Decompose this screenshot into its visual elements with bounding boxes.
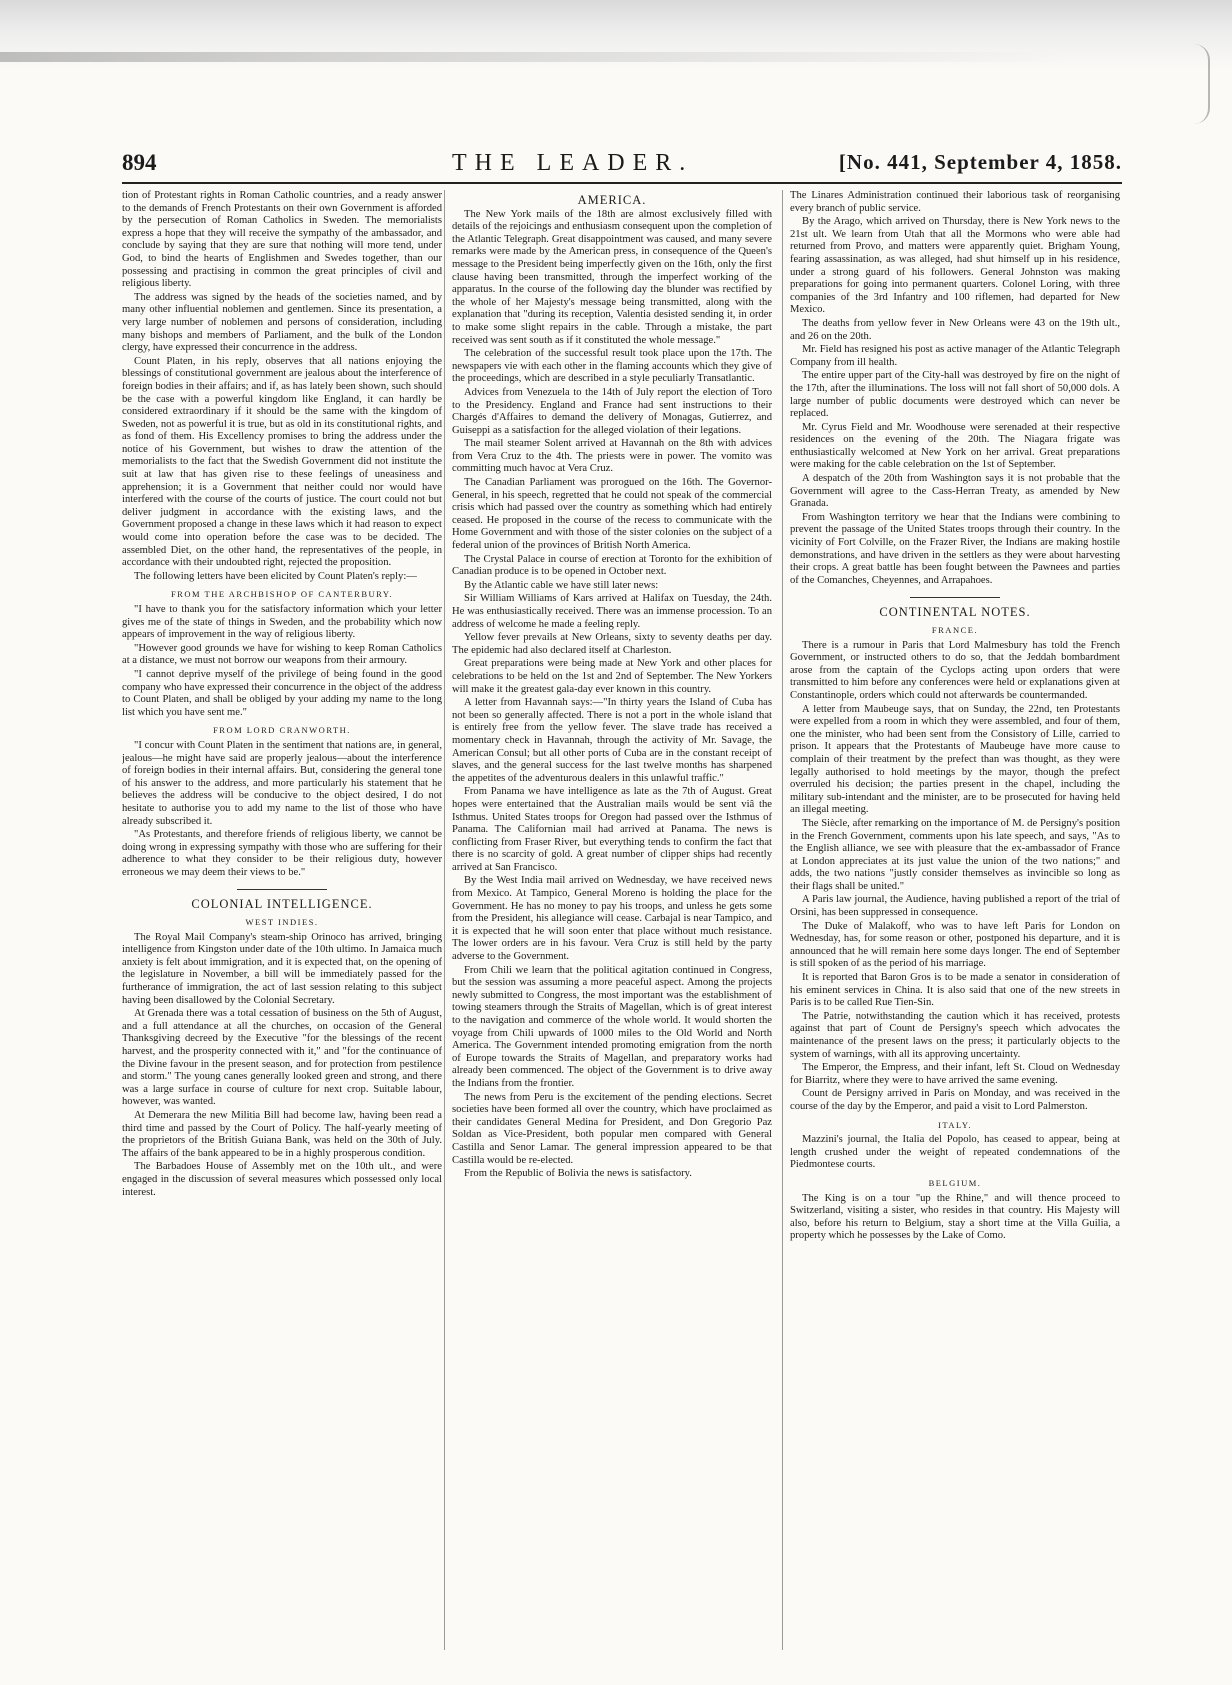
paragraph: "As Protestants, and therefore friends of religious liberty, we cannot be doing wrong in expressing sympathy with those who are suffering for their adherence to what they consider to be their religious duty, however erroneous we may deem their views to be." [122, 829, 442, 878]
scan-strip [0, 52, 1060, 62]
paragraph: It is reported that Baron Gros is to be made a senator in consideration of his eminent services in China. It is also said that one of the new streets in Paris is to be called Rue Tien-Sin. [790, 972, 1120, 1009]
paragraph: The following letters have been elicited by Count Platen's reply:— [134, 570, 417, 582]
paragraph: "However good grounds we have for wishing to keep Roman Catholics at a distance, we must not borrow our weapons from their armoury. [122, 642, 442, 667]
paragraph: Mazzini's journal, the Italia del Popolo, has ceased to appear, being at length crushed under the weight of repeated condemnations of the Piedmontese courts. [790, 1134, 1120, 1171]
newspaper-title: THE LEADER. [452, 150, 694, 176]
paragraph: The King is on a tour "up the Rhine," and will thence proceed to Switzerland, visiting a sister, who resides in that country. His Majesty will also, before his return to Belgium, stay a short time at the Villa Guilia, a property which he possesses by the Lake of Como. [790, 1192, 1120, 1242]
section-heading: CONTINENTAL NOTES. [879, 605, 1031, 620]
section-heading: COLONIAL INTELLIGENCE. [191, 897, 373, 912]
column-1 [122, 190, 442, 1650]
paragraph: The mail steamer Solent arrived at Havannah on the 8th with advices from Vera Cruz to the 4th. The priests were in power. The vomito was committing much havoc at Vera Cruz. [452, 438, 772, 475]
paragraph: From Panama we have intelligence as late as the 7th of August. Great hopes were entertained that the Australian mails would be sent viâ the Isthmus. United States troops for Oregon had passed over the Isthmus of Panama. The Californian mail had arrived at Panama. The news is conflicting from Fraser River, but everything tends to confirm the fact that there is no scarcity of gold. A great number of clipper ships had recently arrived at San Francisco. [452, 786, 772, 873]
paragraph: From Chili we learn that the political agitation continued in Congress, but the session was assuming a more peaceful aspect. Among the projects newly submitted to Congress, the most important was the establishment of towing steamers through the Straits of Magellan, which is of great interest to the navigation and commerce of the whole world. It would shorten the voyage from Chili upwards of 1000 miles to the Old World and North America. The Government intended promoting emigration from the north of Europe towards the Straits of Magellan, and preparatory works had already been commenced. The object of the Government is to drive away the Indians from the frontier. [452, 964, 772, 1089]
paragraph: By the Atlantic cable we have still later news: [464, 579, 659, 591]
paragraph: From Washington territory we hear that the Indians were combining to prevent the passage of the United States troops through their country. In the vicinity of Fort Colville, on the Frazer River, the Indians are making hostile demonstrations, and have driven in the settlers as they were about harvesting their crops. A great battle has been fought between the Pawnees and parties of the Comanches, Cheyennes, and Arrapahoes. [790, 511, 1120, 586]
paragraph: The New York mails of the 18th are almost exclusively filled with details of the rejoicings and enthusiasm consequent upon the completion of the Atlantic Telegraph. Great disappointment was caused, and many severe remarks were made by the American press, in consequence of the Queen's message to the President being imperfectly given on the 16th, only the first clause having been transmitted, through the imperfect working of the apparatus. In the course of the following day the blunder was rectified by the whole of her Majesty's message being transmitted, along with the explanation that "during its reception, Valentia desisted sending it, in order to make some slight repairs in the cable. Through a mistake, the part received was sent south as if it constituted the whole message." [452, 208, 772, 346]
paragraph: A Paris law journal, the Audience, having published a report of the trial of Orsini, has been suppressed in consequence. [790, 894, 1120, 919]
column-divider [444, 190, 445, 1650]
paragraph: The entire upper part of the City-hall was destroyed by fire on the night of the 17th, after the illuminations. The loss will not fall short of 50,000 dols. A large number of public documents were destroyed which can never be replaced. [790, 370, 1120, 420]
section-rule [237, 889, 327, 890]
paragraph: Great preparations were being made at New York and other places for celebrations to be held on the 1st and 2nd of September. The New Yorkers will make it the greatest gala-day ever known in this country. [452, 658, 772, 695]
masthead [122, 150, 1122, 184]
paragraph: Count de Persigny arrived in Paris on Monday, and was received in the course of the day by the Emperor, and paid a visit to Lord Palmerston. [790, 1088, 1120, 1112]
paragraph: Advices from Venezuela to the 14th of July report the election of Toro to the Presidency. England and France had sent instructions to their Chargés d'Affaires to demand the delivery of Monagas, Gutierrez, and Guiseppi as a satisfaction for the alleged violation of their legations. [452, 386, 772, 436]
paragraph: "I have to thank you for the satisfactory information which your letter gives me of the state of things in Sweden, and the probability which now appears of improvement in the way of religious liberty. [122, 604, 442, 641]
section-heading: AMERICA. [577, 193, 647, 207]
paragraph: The address was signed by the heads of the societies named, and by many other influential noblemen and gentlemen. Since its presentation, a very large number of noblemen and persons of consideration, including many bishops and members of Parliament, and the bulk of the London clergy, have expressed their concurrence in the address. [122, 291, 442, 354]
paragraph: tion of Protestant rights in Roman Catholic countries, and a ready answer to the demands of French Protestants on their own Government is afforded by the persecution of Roman Catholics in Sweden. The memorialists express a hope that they will receive the sympathy of the ambassador, and conclude by saying that they are sure that nothing will more tend, under God, to bind the hearts of Englishmen and Swedes together, than our possessing and practising in common the great principles of civil and religious liberty. [122, 190, 442, 290]
paragraph: At Grenada there was a total cessation of business on the 5th of August, and a full attendance at all the churches, on occasion of the General Thanksgiving decreed by the Executive "for the blessings of the recent harvest, and the prosperity connected with it," and "for the continuance of the Divine favour in the present season, and for protection from pestilence and storm." The young canes generally looked green and strong, and there was a large surface in course of culture for next crop. Suitable labour, however, was wanted. [122, 1008, 442, 1108]
paragraph: By the West India mail arrived on Wednesday, we have received news from Mexico. At Tampico, General Moreno is holding the place for the Government. He has no money to pay his troops, and unless he gets some from the President, his allegiance will cease. Carbajal is near Tampico, and it is expected that he will soon enter that place without much resistance. The lower orders are in his favour. Vera Cruz is still held by the party adverse to the Government. [452, 875, 772, 963]
paragraph: Sir William Williams of Kars arrived at Halifax on Tuesday, the 24th. He was enthusiastically received. There was an immense procession. To an address of welcome he made a feeling reply. [452, 593, 772, 630]
column-3 [790, 190, 1120, 1650]
paragraph: "I concur with Count Platen in the sentiment that nations are, in general, jealous—he might have said are properly jealous—about the interference of foreign bodies in their internal affairs. But, considering the general tone of his answer to the address, and more particularly his statement that he believes the address will be conducive to the object desired, I do not hesitate to authorise you to add my name to the list of those who have already subscribed it. [122, 739, 442, 827]
paragraph: "I cannot deprive myself of the privilege of being found in the good company who have expressed their concurrence in the object of the address to Count Platen, and shall be obliged by your adding my name to the long list which you have sent me." [122, 668, 442, 718]
paragraph: The celebration of the successful result took place upon the 17th. The newspapers vie with each other in the flaming accounts which they give of the proceedings, which are described in a style peculiarly Transatlantic. [452, 348, 772, 385]
letter-heading: FROM LORD CRANWORTH. [213, 725, 351, 736]
paragraph: A letter from Maubeuge says, that on Sunday, the 22nd, ten Protestants were expelled from a room in which they were assembled, and four of them, one the minister, who had been sent from the Consistory of Lille, carried to prison. It appears that the Protestants of Maubeuge have more cause to complain of their treatment by the prefect than was thought, as they were legally authorised to hold meetings by the mayor, though the prefect overruled his decision; the parties present in the chapel, including the military sub-intendant and the minister, are to be prosecuted for having held an illegal meeting. [790, 703, 1120, 816]
paragraph: The Crystal Palace in course of erection at Toronto for the exhibition of Canadian produce is to be opened in October next. [452, 553, 772, 578]
paragraph: The Emperor, the Empress, and their infant, left St. Cloud on Wednesday for Biarritz, where they were to have arrived the same evening. [790, 1062, 1120, 1086]
paragraph: The Patrie, notwithstanding the caution which it has received, protests against that part of Count de Persigny's speech which advocates the maintenance of the present laws on the press; it particularly objects to the system of warnings, with all its approving uncertainty. [790, 1010, 1120, 1060]
paragraph: From the Republic of Bolivia the news is satisfactory. [464, 1168, 692, 1180]
paragraph: Yellow fever prevails at New Orleans, sixty to seventy deaths per day. The epidemic had also declared itself at Charleston. [452, 632, 772, 656]
column-2 [452, 190, 772, 1650]
page-edge-mark [1194, 44, 1210, 124]
paragraph: At Demerara the new Militia Bill had become law, having been read a third time and passed by the Court of Policy. The half-yearly meeting of the proprietors of the British Guiana Bank, was held on the 30th of July. The affairs of the bank appeared to be in a highly prosperous condition. [122, 1109, 442, 1159]
subsection-heading: BELGIUM. [928, 1177, 982, 1188]
subsection-heading: WEST INDIES. [245, 917, 319, 928]
paragraph: A despatch of the 20th from Washington says it is not probable that the Government will agree to the Cass-Herran Treaty, as amended by New Granada. [790, 473, 1120, 510]
section-rule [910, 597, 1000, 598]
page-number: 894 [122, 150, 157, 175]
subsection-heading: FRANCE. [931, 625, 979, 635]
paragraph: The Canadian Parliament was prorogued on the 16th. The Governor-General, in his speech, regretted that he could not speak of the commercial crisis which had passed over the country as something which had entirely ceased. He proposed in the course of the recess to communicate with the Home Government and with those of the sister colonies on the subject of a federal union of the provinces of British North America. [452, 477, 772, 552]
paragraph: The Barbadoes House of Assembly met on the 10th ult., and were engaged in the discussion of several measures which possessed only local interest. [122, 1161, 442, 1198]
paragraph: Mr. Cyrus Field and Mr. Woodhouse were serenaded at their respective residences on the evening of the 20th. The Niagara frigate was enthusiastically welcomed at New York on her arrival. Great preparations were making for the cable celebration on the 1st of September. [790, 421, 1120, 471]
paragraph: Mr. Field has resigned his post as active manager of the Atlantic Telegraph Company from ill health. [790, 344, 1120, 368]
paragraph: The Duke of Malakoff, who was to have left Paris for London on Wednesday, has, for some reason or other, postponed his departure, and it is announced that he will remain here some days longer. The end of September is still spoken of as the period of his marriage. [790, 920, 1120, 970]
column-divider [782, 190, 783, 1650]
paragraph: The Siècle, after remarking on the importance of M. de Persigny's position in the French Government, comments upon his late speech, and says, "As to the English alliance, we see with pleasure that the ex-ambassador of France at London appreciates at its just value the union of the two nations;" and adds, the two nations "justly consider themselves as invincible so long as their flags shall be united." [790, 817, 1120, 892]
paragraph: The Royal Mail Company's steam-ship Orinoco has arrived, bringing intelligence from Kingston under date of the 10th ultimo. In Jamaica much anxiety is felt about immigration, and it is expected that, on the opening of the legislature in November, a bill will be immediately passed for the furtherance of immigration, the act of last session relating to this subject having been disallowed by the Colonial Secretary. [122, 931, 442, 1006]
paragraph: The news from Peru is the excitement of the pending elections. Secret societies have been formed all over the country, which have proclaimed as their candidates General Medina for President, and Don Gregorio Paz Soldan as Vice-President, both popular men compared with General Castilla and Senor Lamar. The general impression appeared to be that Castilla would be re-elected. [452, 1091, 772, 1166]
paragraph: The deaths from yellow fever in New Orleans were 43 on the 19th ult., and 26 on the 20th. [790, 317, 1120, 342]
paragraph: By the Arago, which arrived on Thursday, there is New York news to the 21st ult. We learn from Utah that all the Mormons who were able had returned from Provo, and matters were apparently quiet. Brigham Young, fearing assassination, as was alleged, had shut himself up in his residence, under a strong guard of his followers. General Johnston was making preparations for going into permanent quarters. Colonel Loring, with three companies of the 3rd Infantry and 100 riflemen, had departed for New Mexico. [790, 216, 1120, 316]
paragraph: A letter from Havannah says:—"In thirty years the Island of Cuba has not been so generally affected. There is not a port in the whole island that is entirely free from the yellow fever. The slave trade has received a momentary check in Havannah, through the activity of Mr. Savage, the American Consul; but all other ports of Cuba are in the constant receipt of slaves, and the general success for the last twelve months has sharpened the appetites of the adventurous dealers in this unlawful traffic." [452, 697, 772, 784]
letter-heading: FROM THE ARCHBISHOP OF CANTERBURY. [170, 589, 394, 600]
paragraph: Count Platen, in his reply, observes that all nations enjoying the blessings of constitutional government are jealous about the interference of foreign bodies in their affairs; and if, as has lately been shown, such should be the case with a powerful kingdom like England, it can hardly be considered extraordinary if it should be the same with the kingdom of Sweden, not as powerful it is true, but as old in its constitutional rights, and as fond of them. His Excellency promises to bring the address under the notice of his Government, but wishes to draw the attention of the memorialists to the fact that the Swedish Government did not institute the suit at law that has given rise to these feelings of uneasiness and apprehension; it is a Government that neither could nor would have interfered with the course of the courts of justice. The court could not but deliver judgment in accordance with the existing laws, and the Government proposed a change in these laws which it had reason to expect would come into operation before the case was to be decided. The assembled Diet, on the other hand, the representatives of the people, in accordance with their undoubted right, rejected the proposition. [122, 355, 442, 569]
paragraph: The Linares Administration continued their laborious task of reorganising every branch of public service. [790, 190, 1120, 214]
subsection-heading: ITALY. [938, 1119, 972, 1130]
paragraph: There is a rumour in Paris that Lord Malmesbury has told the French Government, or instructed others to do so, that the Jeddah bombardment arose from the captain of the Cyclops acting upon orders that were transmitted to him before any conferences were held or explanations given at Constantinople, orders which could not afterwards be countermanded. [790, 639, 1120, 701]
issue-line: [No. 441, September 4, 1858. [838, 150, 1122, 174]
